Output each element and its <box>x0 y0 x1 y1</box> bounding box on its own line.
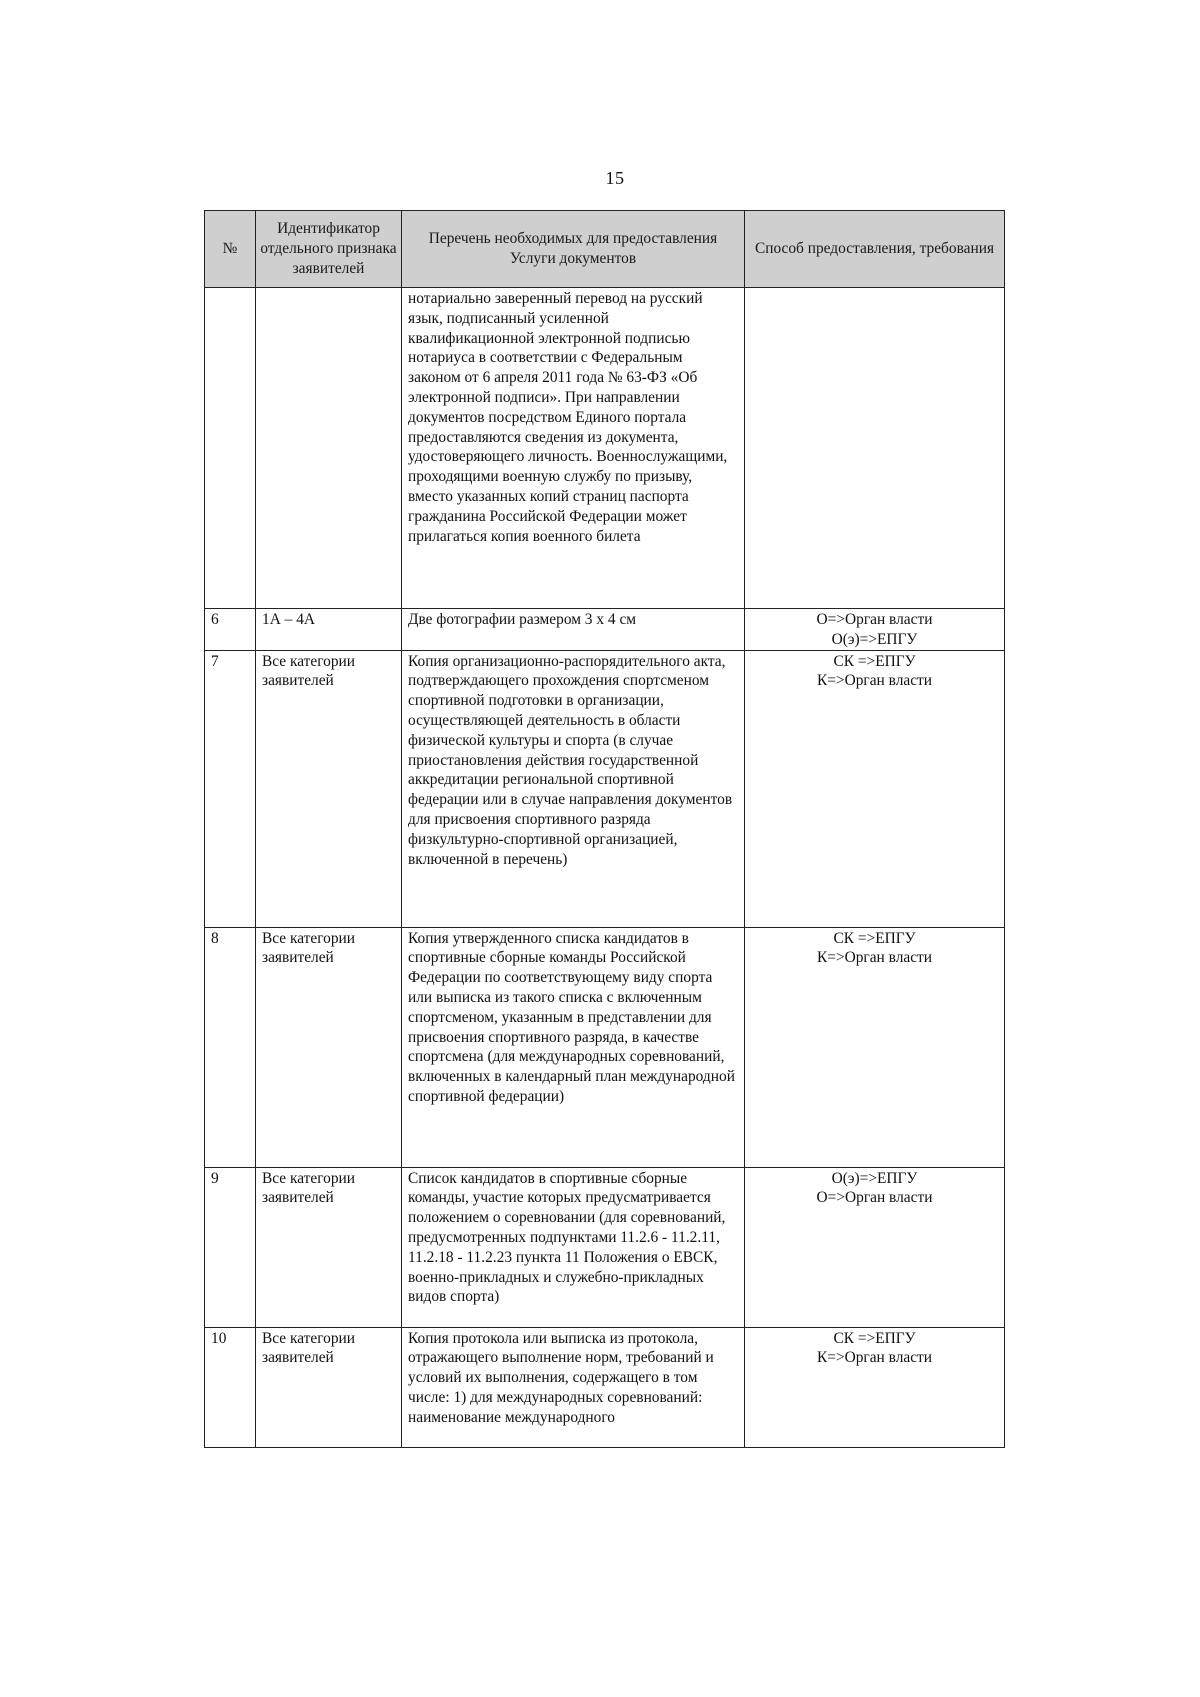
row-applicant-id: Все категории заявителей <box>256 1167 402 1327</box>
documents-table <box>204 210 1005 1448</box>
row-applicant-id: Все категории заявителей <box>256 927 402 1167</box>
table-row <box>205 1167 1005 1327</box>
row-method <box>745 650 1005 927</box>
header-applicant-id: Идентификатор отдельного признака заявителей <box>256 211 402 288</box>
row-document: Две фотографии размером 3 х 4 см <box>402 609 745 651</box>
table-row <box>205 1327 1005 1447</box>
method-line-1: СК =>ЕПГУ <box>833 929 916 947</box>
row-applicant-id: Все категории заявителей <box>256 650 402 927</box>
row-method <box>745 609 1005 651</box>
table-header-row <box>205 211 1005 288</box>
row-document: Список кандидатов в спортивные сборные команды, участие которых предусматривается положением о соревновании (для соревнований, предусмотренных подпунктами 11.2.6 - 11.2.11, 11.2.18 - 11.2.23 пункта 11 Положения о ЕВСК, военно-прикладных и служебно-прикладных видов спорта) <box>402 1167 745 1327</box>
header-submission-method: Способ предоставления, требования <box>745 211 1005 288</box>
method-line-1: О=>Орган власти <box>816 611 933 628</box>
row-applicant-id: 1А – 4А <box>256 609 402 651</box>
row-method <box>745 1167 1005 1327</box>
header-required-documents: Перечень необходимых для предоставления Услуги документов <box>402 211 745 288</box>
row-number: 7 <box>205 650 256 927</box>
row-number: 10 <box>205 1327 256 1447</box>
row-number: 9 <box>205 1167 256 1327</box>
method-line-1: СК =>ЕПГУ <box>833 652 916 670</box>
row-applicant-id <box>256 288 402 609</box>
row-method <box>745 1327 1005 1447</box>
method-line-1: О(э)=>ЕПГУ <box>831 1169 918 1187</box>
table-row <box>205 927 1005 1167</box>
row-document: Копия утвержденного списка кандидатов в спортивные сборные команды Российской Федерации по соответствующему виду спорта или выписка из такого списка с включенным спортсменом, указанным в представлении для присвоения спортивного разряда, в качестве спортсмена (для международных соревнований, включенных в календарный план международной спортивной федерации) <box>402 927 745 1167</box>
row-number <box>205 288 256 609</box>
row-document: Копия организационно-распорядительного акта, подтверждающего прохождения спортсменом спортивной подготовки в организации, осуществляющей деятельность в области физической культуры и спорта (в случае приостановления действия государственной аккредитации региональной спортивной федерации или в случае направления документов для присвоения спортивного разряда физкультурно-спортивной организацией, включенной в перечень) <box>402 650 745 927</box>
row-method <box>745 927 1005 1167</box>
method-line-2: О(э)=>ЕПГУ <box>831 630 918 648</box>
row-document: Копия протокола или выписка из протокола, отражающего выполнение норм, требований и условий их выполнения, содержащего в том числе: 1) для международных соревнований: наименование международного <box>402 1327 745 1447</box>
row-document: нотариально заверенный перевод на русский язык, подписанный усиленной квалификационной электронной подписью нотариуса в соответствии с Федеральным законом от 6 апреля 2011 года № 63-ФЗ «Об электронной подписи». При направлении документов посредством Единого портала предоставляются сведения из документа, удостоверяющего личность. Военнослужащими, проходящими военную службу по призыву, вместо указанных копий страниц паспорта гражданина Российской Федерации может прилагаться копия военного билета <box>402 288 745 609</box>
row-number: 8 <box>205 927 256 1167</box>
method-line-2: К=>Орган власти <box>816 949 933 967</box>
row-number: 6 <box>205 609 256 651</box>
row-method <box>745 288 1005 609</box>
header-number: № <box>205 211 256 288</box>
method-line-2: О=>Орган власти <box>816 1189 933 1207</box>
row-applicant-id: Все категории заявителей <box>256 1327 402 1447</box>
method-line-2: К=>Орган власти <box>816 1349 933 1367</box>
page-number: 15 <box>605 168 625 188</box>
table-row <box>205 650 1005 927</box>
method-line-2: К=>Орган власти <box>816 672 933 690</box>
method-line-1: СК =>ЕПГУ <box>833 1329 916 1347</box>
table-row <box>205 288 1005 609</box>
table-row <box>205 609 1005 651</box>
